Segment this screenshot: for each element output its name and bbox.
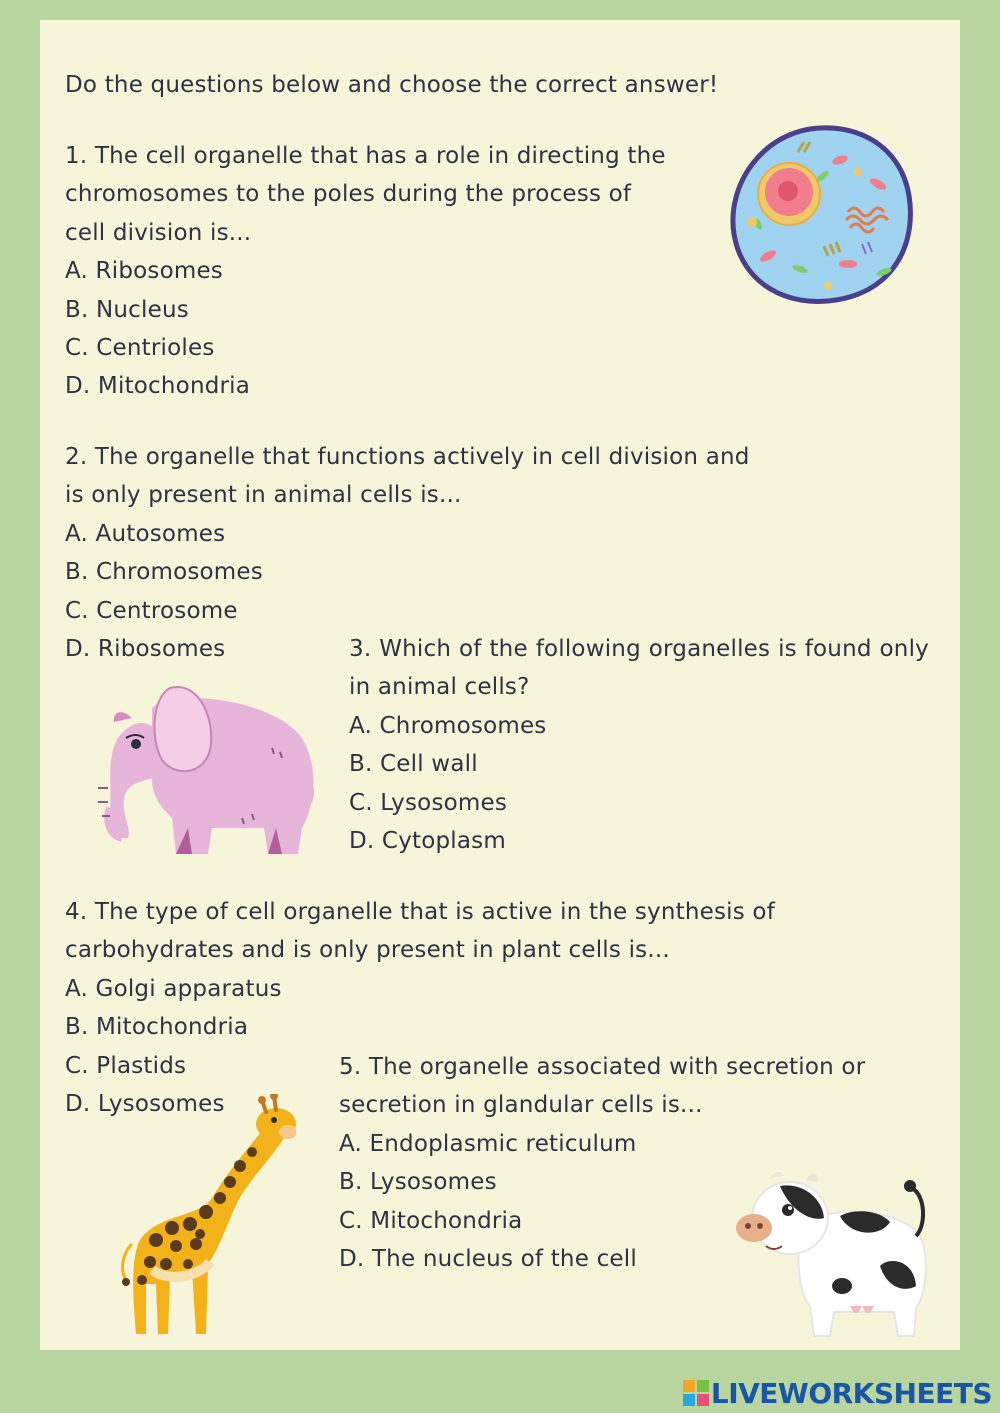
question-3: [349, 630, 929, 860]
question-3-stem: 3. Which of the following organelles is found only in animal cells?: [349, 636, 929, 701]
question-1-option-d[interactable]: D. Mitochondria: [65, 373, 251, 400]
question-2-option-c[interactable]: C. Centrosome: [65, 597, 238, 624]
cow-illustration: [730, 1166, 930, 1338]
liveworksheets-logo-icon: [683, 1380, 709, 1406]
question-1-line: cell division is...: [65, 219, 252, 246]
elephant-illustration: [92, 678, 322, 858]
question-2-option-d[interactable]: D. Ribosomes: [65, 635, 226, 662]
question-3-option-c[interactable]: C. Lysosomes: [349, 789, 508, 816]
question-4-option-c[interactable]: C. Plastids: [65, 1052, 187, 1079]
question-4-option-b[interactable]: B. Mitochondria: [65, 1014, 249, 1041]
question-1: [65, 137, 666, 406]
question-4-option-a[interactable]: A. Golgi apparatus: [65, 975, 282, 1002]
animal-cell-illustration: [728, 124, 914, 306]
question-1-line: chromosomes to the poles during the process of: [65, 181, 632, 208]
question-1-option-c[interactable]: C. Centrioles: [65, 334, 215, 361]
question-5-line: 5. The organelle associated with secretion or: [339, 1054, 866, 1080]
liveworksheets-logo[interactable]: [683, 1377, 992, 1409]
question-4-line: carbohydrates and is only present in plant cells is...: [65, 937, 670, 964]
question-1-option-b[interactable]: B. Nucleus: [65, 296, 189, 323]
giraffe-illustration: [112, 1094, 296, 1340]
question-1-option-a[interactable]: A. Ribosomes: [65, 258, 223, 285]
question-5-line: secretion in glandular cells is...: [339, 1092, 703, 1119]
question-3-option-b[interactable]: B. Cell wall: [349, 751, 478, 778]
question-2-option-b[interactable]: B. Chromosomes: [65, 559, 263, 586]
question-1-line: 1. The cell organelle that has a role in directing the: [65, 143, 666, 169]
question-5-option-d[interactable]: D. The nucleus of the cell: [339, 1245, 637, 1272]
question-5-option-c[interactable]: C. Mitochondria: [339, 1207, 523, 1234]
question-5-option-a[interactable]: A. Endoplasmic reticulum: [339, 1130, 637, 1157]
question-4-option-d[interactable]: D. Lysosomes: [65, 1090, 225, 1117]
question-4-line: 4. The type of cell organelle that is active in the synthesis of: [65, 899, 775, 925]
liveworksheets-brand: LIVEWORKSHEETS: [710, 1376, 992, 1410]
question-3-option-a[interactable]: A. Chromosomes: [349, 712, 547, 739]
instructions: Do the questions below and choose the correct answer!: [65, 72, 719, 98]
question-5-option-b[interactable]: B. Lysosomes: [339, 1169, 497, 1196]
question-2-option-a[interactable]: A. Autosomes: [65, 520, 226, 547]
question-2-line: is only present in animal cells is...: [65, 482, 462, 509]
question-3-option-d[interactable]: D. Cytoplasm: [349, 827, 506, 854]
question-2-line: 2. The organelle that functions actively in cell division and: [65, 444, 750, 470]
